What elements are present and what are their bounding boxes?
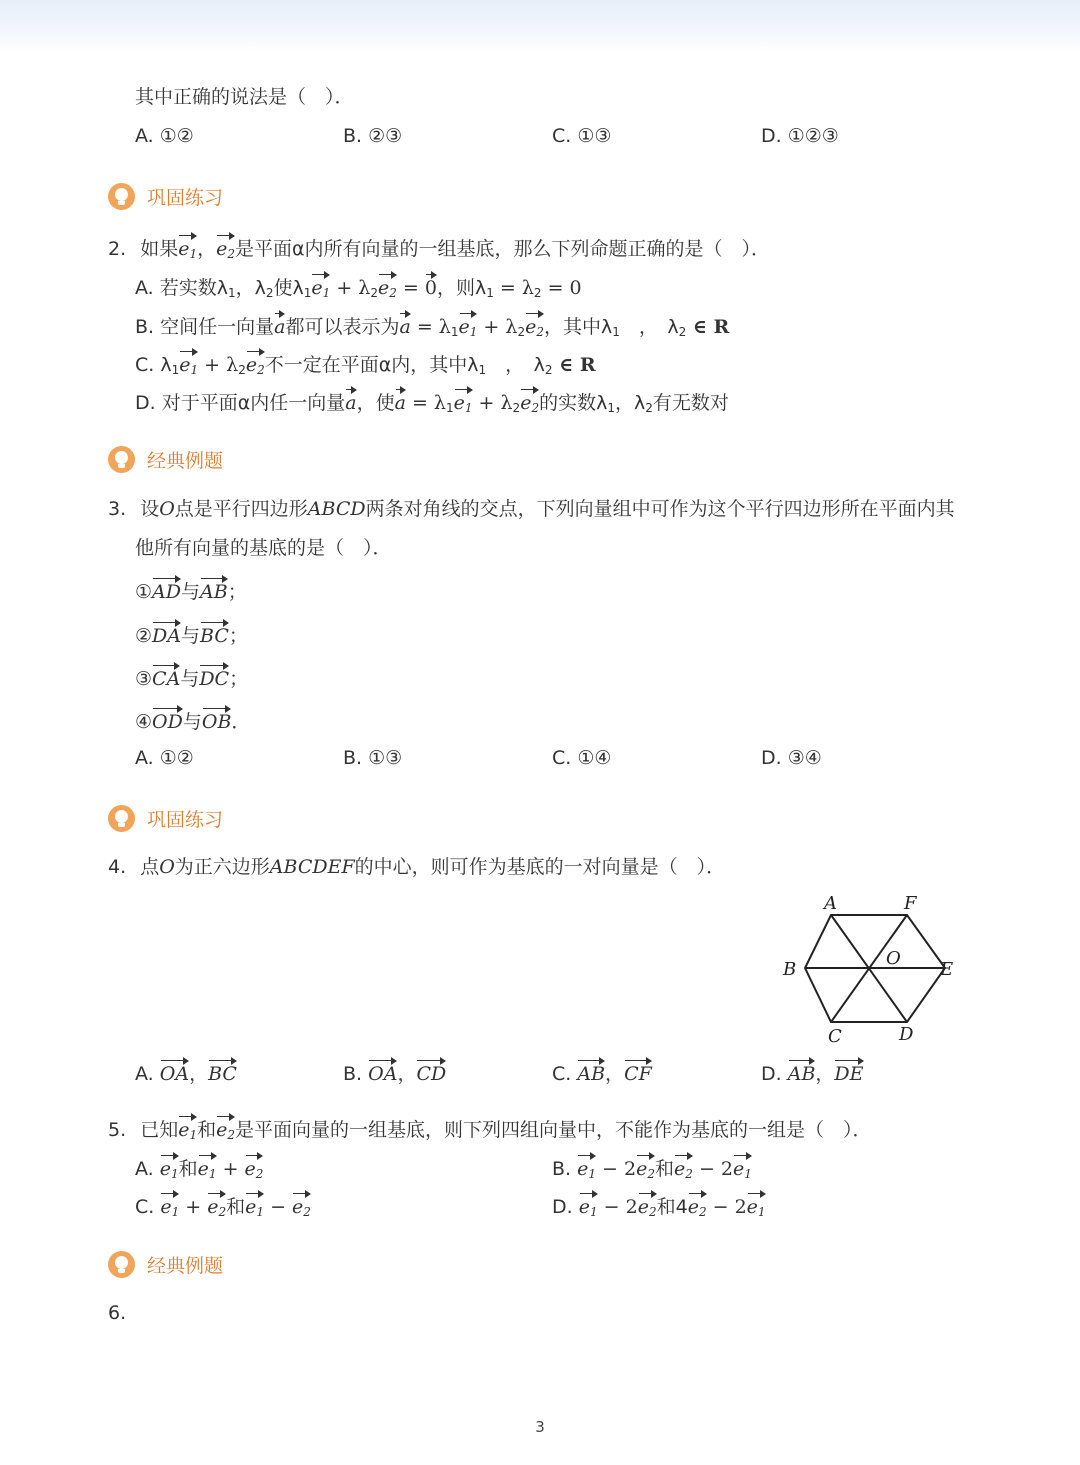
question-number: 3. [108, 498, 127, 520]
q2-option-b[interactable]: B. 空间任一向量a都可以表示为$a = \lambda_1e_1 + \lambda_2e_2$，其中$\lambda_1$ ， $\lambda_2$ ∈ R [135, 311, 729, 344]
center-label-o: O [886, 948, 901, 969]
q4-stem: 4. 点O为正六边形ABCDEF的中心，则可作为基底的一对向量是（ ）． [108, 856, 726, 878]
section-title: 巩固练习 [147, 186, 224, 209]
page-number: 3 [535, 1418, 545, 1436]
q5-option-c[interactable]: C. $e_1 + e_2$和$e_1 - e_2$ [135, 1191, 311, 1224]
lightbulb-icon [108, 805, 135, 832]
q1-option-b[interactable]: B. ②③ [343, 125, 403, 147]
q2-stem: 2. 如果$e_1$，$e_2$是平面α内所有向量的一组基底，那么下列命题正确的是（ ）． [108, 233, 770, 266]
lightbulb-icon [108, 183, 135, 210]
question-number: 4. [108, 856, 127, 878]
q3-item-4: ④OD与OB． [135, 706, 250, 734]
vertex-label-a: A [824, 893, 837, 914]
q4-option-a[interactable]: A. OA，BC [135, 1058, 237, 1086]
lightbulb-icon [108, 1251, 135, 1278]
q3-item-2: ②DA与BC； [135, 620, 248, 648]
section-title: 经典例题 [147, 449, 224, 472]
q5-stem: 5. 已知$e_1$和$e_2$是平面向量的一组基底，则下列四组向量中，不能作为基底的一组是（ ）． [108, 1114, 872, 1147]
q4-option-d[interactable]: D. AB，DE [761, 1058, 864, 1086]
lightbulb-icon [108, 446, 135, 473]
q3-item-1: ①AD与AB； [135, 576, 247, 604]
section-header-practice-2 [108, 802, 223, 834]
section-title: 经典例题 [147, 1254, 224, 1277]
q6-number: 6. [108, 1302, 127, 1324]
q1-stem: 其中正确的说法是（ ）． [135, 86, 354, 108]
q3-option-d[interactable]: D. ③④ [761, 747, 822, 769]
q3-stem-line1: 3. 设O点是平行四边形ABCD两条对角线的交点，下列向量组中可作为这个平行四边形所在平面内其 [108, 498, 955, 520]
q2-option-a[interactable]: A. 若实数$\lambda_1$，$\lambda_2$使$\lambda_1e_1 + \lambda_2e_2 = 0$，则$\lambda_1 = \lambda_2 = 0$ [135, 272, 582, 305]
q3-option-c[interactable]: C. ①④ [552, 747, 612, 769]
page-header-band [0, 0, 1080, 52]
vertex-label-d: D [899, 1024, 914, 1045]
vertex-label-e: E [940, 959, 954, 980]
section-header-example-2 [108, 1248, 223, 1280]
hexagon-figure [770, 885, 970, 1050]
vertex-label-c: C [828, 1026, 842, 1047]
q5-option-d[interactable]: D. $e_1 - 2e_2$和$4e_2 - 2e_1$ [552, 1191, 766, 1224]
question-number: 5. [108, 1119, 127, 1141]
section-header-example-1 [108, 443, 223, 475]
q4-option-b[interactable]: B. OA，CD [343, 1058, 446, 1086]
q4-option-c[interactable]: C. AB，CF [552, 1058, 652, 1086]
q2-option-d[interactable]: D. 对于平面α内任一向量a，使$a = \lambda_1e_1 + \lambda_2e_2$的实数$\lambda_1$，$\lambda_2$有无数对 [135, 387, 729, 420]
q3-item-3: ③CA与DC； [135, 663, 248, 691]
q2-option-c[interactable]: C. $\lambda_1e_1 + \lambda_2e_2$不一定在平面α内，其中$\lambda_1$ ， $\lambda_2$ ∈ R [135, 349, 596, 382]
q3-stem-line2: 他所有向量的基底的是（ ）． [135, 537, 392, 559]
q1-option-d[interactable]: D. ①②③ [761, 125, 839, 147]
vertex-label-b: B [783, 959, 797, 980]
q3-option-a[interactable]: A. ①② [135, 747, 194, 769]
q5-option-b[interactable]: B. $e_1 - 2e_2$和$e_2 - 2e_1$ [552, 1153, 752, 1186]
q5-option-a[interactable]: A. $e_1$和$e_1 + e_2$ [135, 1153, 263, 1186]
vertex-label-f: F [904, 893, 917, 914]
q1-option-c[interactable]: C. ①③ [552, 125, 612, 147]
q3-option-b[interactable]: B. ①③ [343, 747, 403, 769]
question-number: 2. [108, 238, 127, 260]
section-title: 巩固练习 [147, 808, 224, 831]
q1-option-a[interactable]: A. ①② [135, 125, 194, 147]
section-header-practice-1 [108, 180, 223, 212]
